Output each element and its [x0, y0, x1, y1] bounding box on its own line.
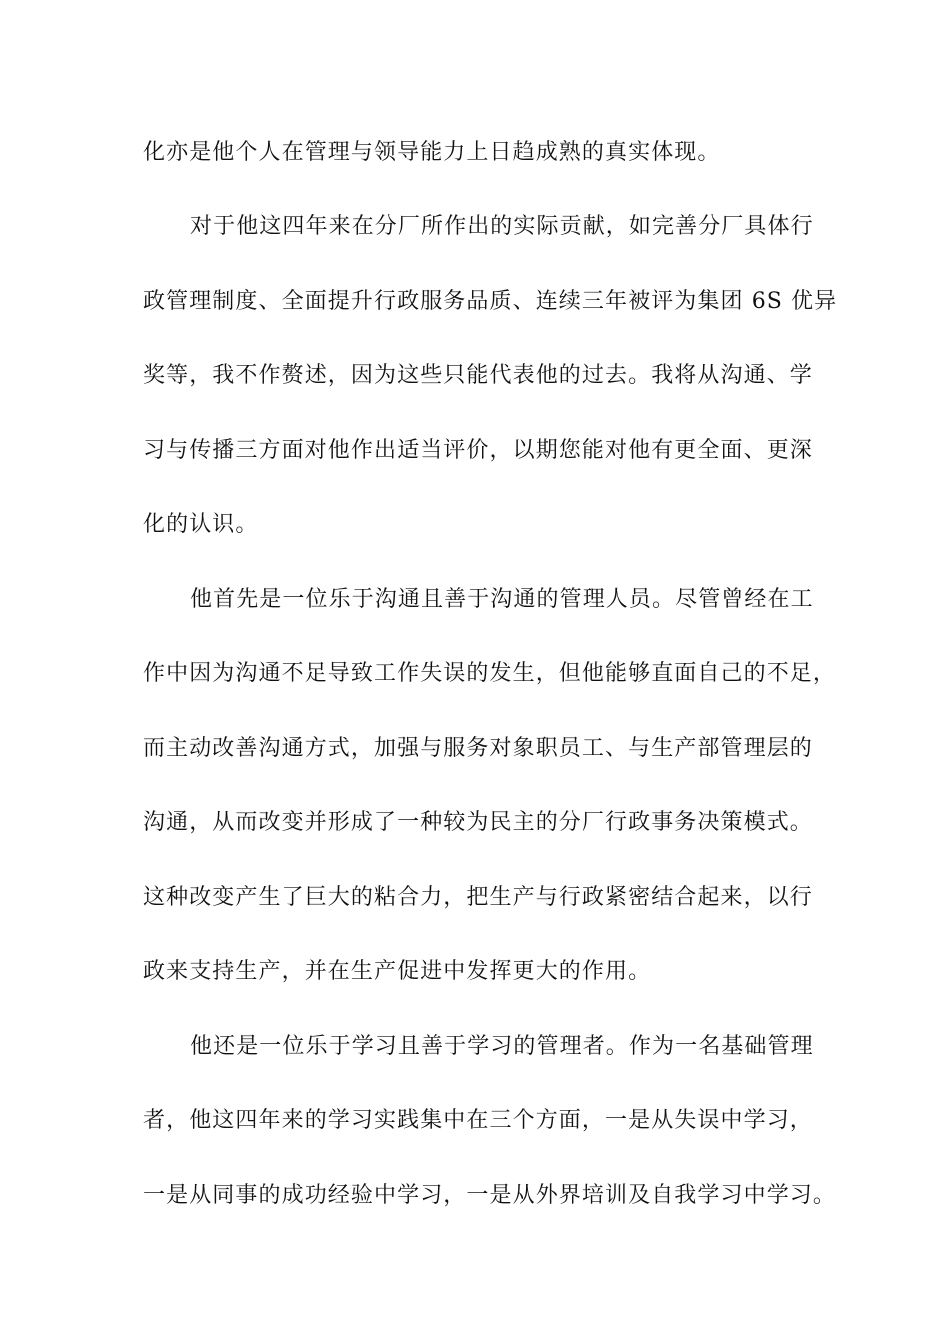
- paragraph-start-line: 他还是一位乐于学习且善于学习的管理者。作为一名基础管理: [190, 1034, 814, 1059]
- text-line: 作中因为沟通不足导致工作失误的发生，但他能够直面自己的不足，: [143, 661, 837, 686]
- text-line: 政来支持生产，并在生产促进中发挥更大的作用。: [143, 959, 652, 984]
- text-line: 习与传播三方面对他作出适当评价，以期您能对他有更全面、更深: [143, 438, 813, 463]
- text-line: 政管理制度、全面提升行政服务品质、连续三年被评为集团 6S 优异: [143, 289, 838, 314]
- text-line: 化的认识。: [143, 512, 259, 537]
- text-line: 沟通，从而改变并形成了一种较为民主的分厂行政事务决策模式。: [143, 810, 813, 835]
- text-line: 者，他这四年来的学习实践集中在三个方面，一是从失误中学习，: [143, 1108, 813, 1133]
- text-line: 奖等，我不作赘述，因为这些只能代表他的过去。我将从沟通、学: [143, 363, 813, 388]
- text-line: 化亦是他个人在管理与领导能力上日趋成熟的真实体现。: [143, 140, 721, 165]
- text-line: 一是从同事的成功经验中学习，一是从外界培训及自我学习中学习。: [143, 1183, 837, 1208]
- paragraph-start-line: 对于他这四年来在分厂所作出的实际贡献，如完善分厂具体行: [190, 214, 814, 239]
- text-line: 这种改变产生了巨大的粘合力，把生产与行政紧密结合起来，以行: [143, 885, 813, 910]
- text-line: 而主动改善沟通方式，加强与服务对象职员工、与生产部管理层的: [143, 736, 813, 761]
- paragraph-start-line: 他首先是一位乐于沟通且善于沟通的管理人员。尽管曾经在工: [190, 587, 814, 612]
